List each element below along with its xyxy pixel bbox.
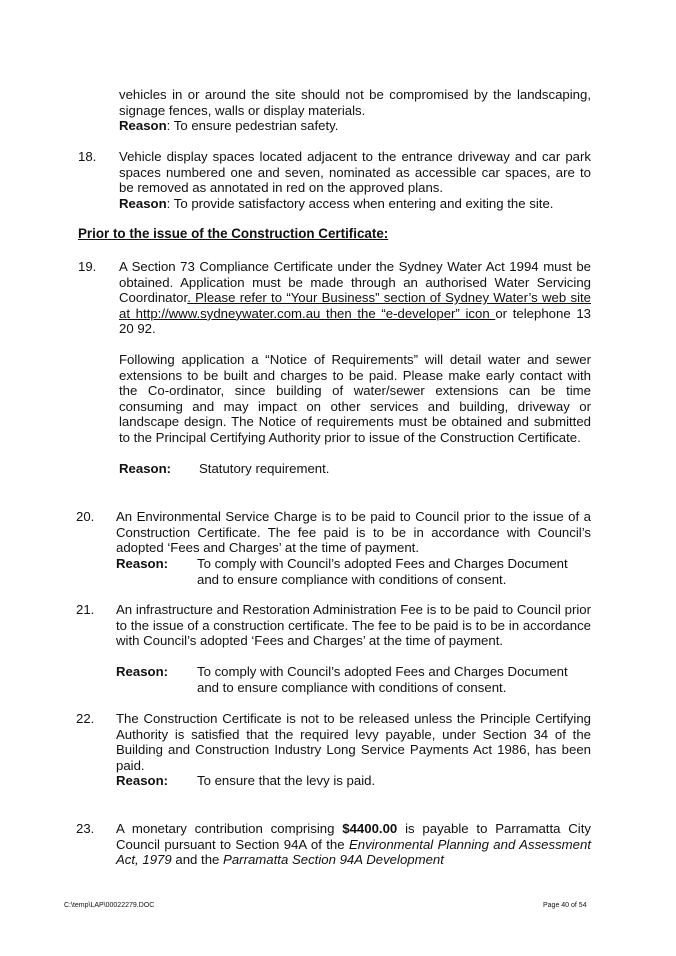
reason-text: Statutory requirement. <box>199 461 330 476</box>
reason-label: Reason <box>119 118 167 134</box>
item-19-paragraph <box>119 259 591 337</box>
item-18-paragraph <box>119 149 591 211</box>
reason-label: Reason <box>119 195 167 211</box>
item-number: 22. <box>76 711 95 726</box>
item-20-paragraph <box>116 509 591 556</box>
reason-label: Reason: <box>116 556 169 571</box>
reason-text: To comply with Council’s adopted Fees and Charges Document and to ensure compliance with conditions of consent. <box>197 556 568 587</box>
section-heading: Prior to the issue of the Construction Certificate: <box>78 226 389 241</box>
item-23-text: A monetary contribution comprising <box>116 821 343 836</box>
footer-file-path: C:\temp\LAP\00022279.DOC <box>64 902 155 909</box>
reason-text: To ensure that the levy is paid. <box>197 773 376 788</box>
sydney-water-link-text[interactable]: . Please refer to “Your Business” section of Sydney Water’s web site at http://www.sydneywater.com.au then the “e-developer” icon <box>119 290 591 321</box>
item-23-text: and the <box>171 852 224 868</box>
reason-text: To comply with Council’s adopted Fees and Charges Document and to ensure compliance with conditions of consent. <box>197 664 568 695</box>
act-name: Environmental Planning and Assessment Act, 1979 <box>116 836 592 868</box>
item-number: 21. <box>76 602 95 617</box>
reason-label: Reason: <box>119 461 172 476</box>
item-number: 23. <box>76 821 95 836</box>
item-number: 18. <box>78 149 97 164</box>
item-19-para2-text: Following application a “Notice of Requirements” will detail water and sewer extensions to be built and charges to be paid. Please make early contact with the Co-ordinator, since building of water/sewer extensions can be time consuming and may impact on other services and building, driveway or landscape design. The Notice of requirements must be obtained and submitted to the Principal Certifying Authority prior to issue of the Construction Certificate. <box>119 352 591 445</box>
item-19-text: A Section 73 Compliance Certificate under the Sydney Water Act 1994 must be obtained. Application must be made through an authorised Water Servicing Coordinator <box>119 259 591 306</box>
item-21-text: An infrastructure and Restoration Administration Fee is to be paid to Council prior to the issue of a construction certificate. The fee to be paid is to be in accordance with Council’s adopted ‘Fees and Charges’ at the time of payment. <box>116 602 591 649</box>
item-21-paragraph <box>116 602 591 649</box>
continuation-text: vehicles in or around the site should not be compromised by the landscaping, signage fences, walls or display materials. <box>119 87 591 118</box>
item-number: 19. <box>78 259 97 274</box>
reason-text: : To ensure pedestrian safety. <box>166 118 339 134</box>
item-20-text: An Environmental Service Charge is to be paid to Council prior to the issue of a Construction Certificate. The fee paid is to be in accordance with Council’s adopted ‘Fees and Charges’ at the time of payment. <box>116 509 591 556</box>
item-18-text: Vehicle display spaces located adjacent to the entrance driveway and car park spaces numbered one and seven, nominated as accessible car spaces, are to be removed as annotated in red on the approved plans. <box>119 149 591 196</box>
item-23-text: is payable to Parramatta City Council pursuant to Section 94A of the <box>116 821 591 852</box>
reason-label: Reason: <box>116 773 169 788</box>
item-19-text-end: or telephone 13 20 92. <box>119 305 592 337</box>
item-number: 20. <box>76 509 95 524</box>
contribution-amount: $4400.00 <box>342 821 398 836</box>
continuation-paragraph <box>119 87 591 134</box>
item-22-text: The Construction Certificate is not to be released unless the Principle Certifying Authority is satisfied that the required levy payable, under Section 34 of the Building and Construction Industry Long Service Payments Act 1986, has been paid. <box>116 711 591 773</box>
item-22-paragraph <box>116 711 591 773</box>
reason-text: : To provide satisfactory access when entering and exiting the site. <box>166 195 554 211</box>
footer-page-number: Page 40 of 54 <box>543 902 587 909</box>
item-19-paragraph-2 <box>119 352 591 446</box>
act-name: Parramatta Section 94A Development <box>223 852 444 868</box>
item-23-paragraph <box>116 821 591 868</box>
reason-label: Reason: <box>116 664 169 679</box>
